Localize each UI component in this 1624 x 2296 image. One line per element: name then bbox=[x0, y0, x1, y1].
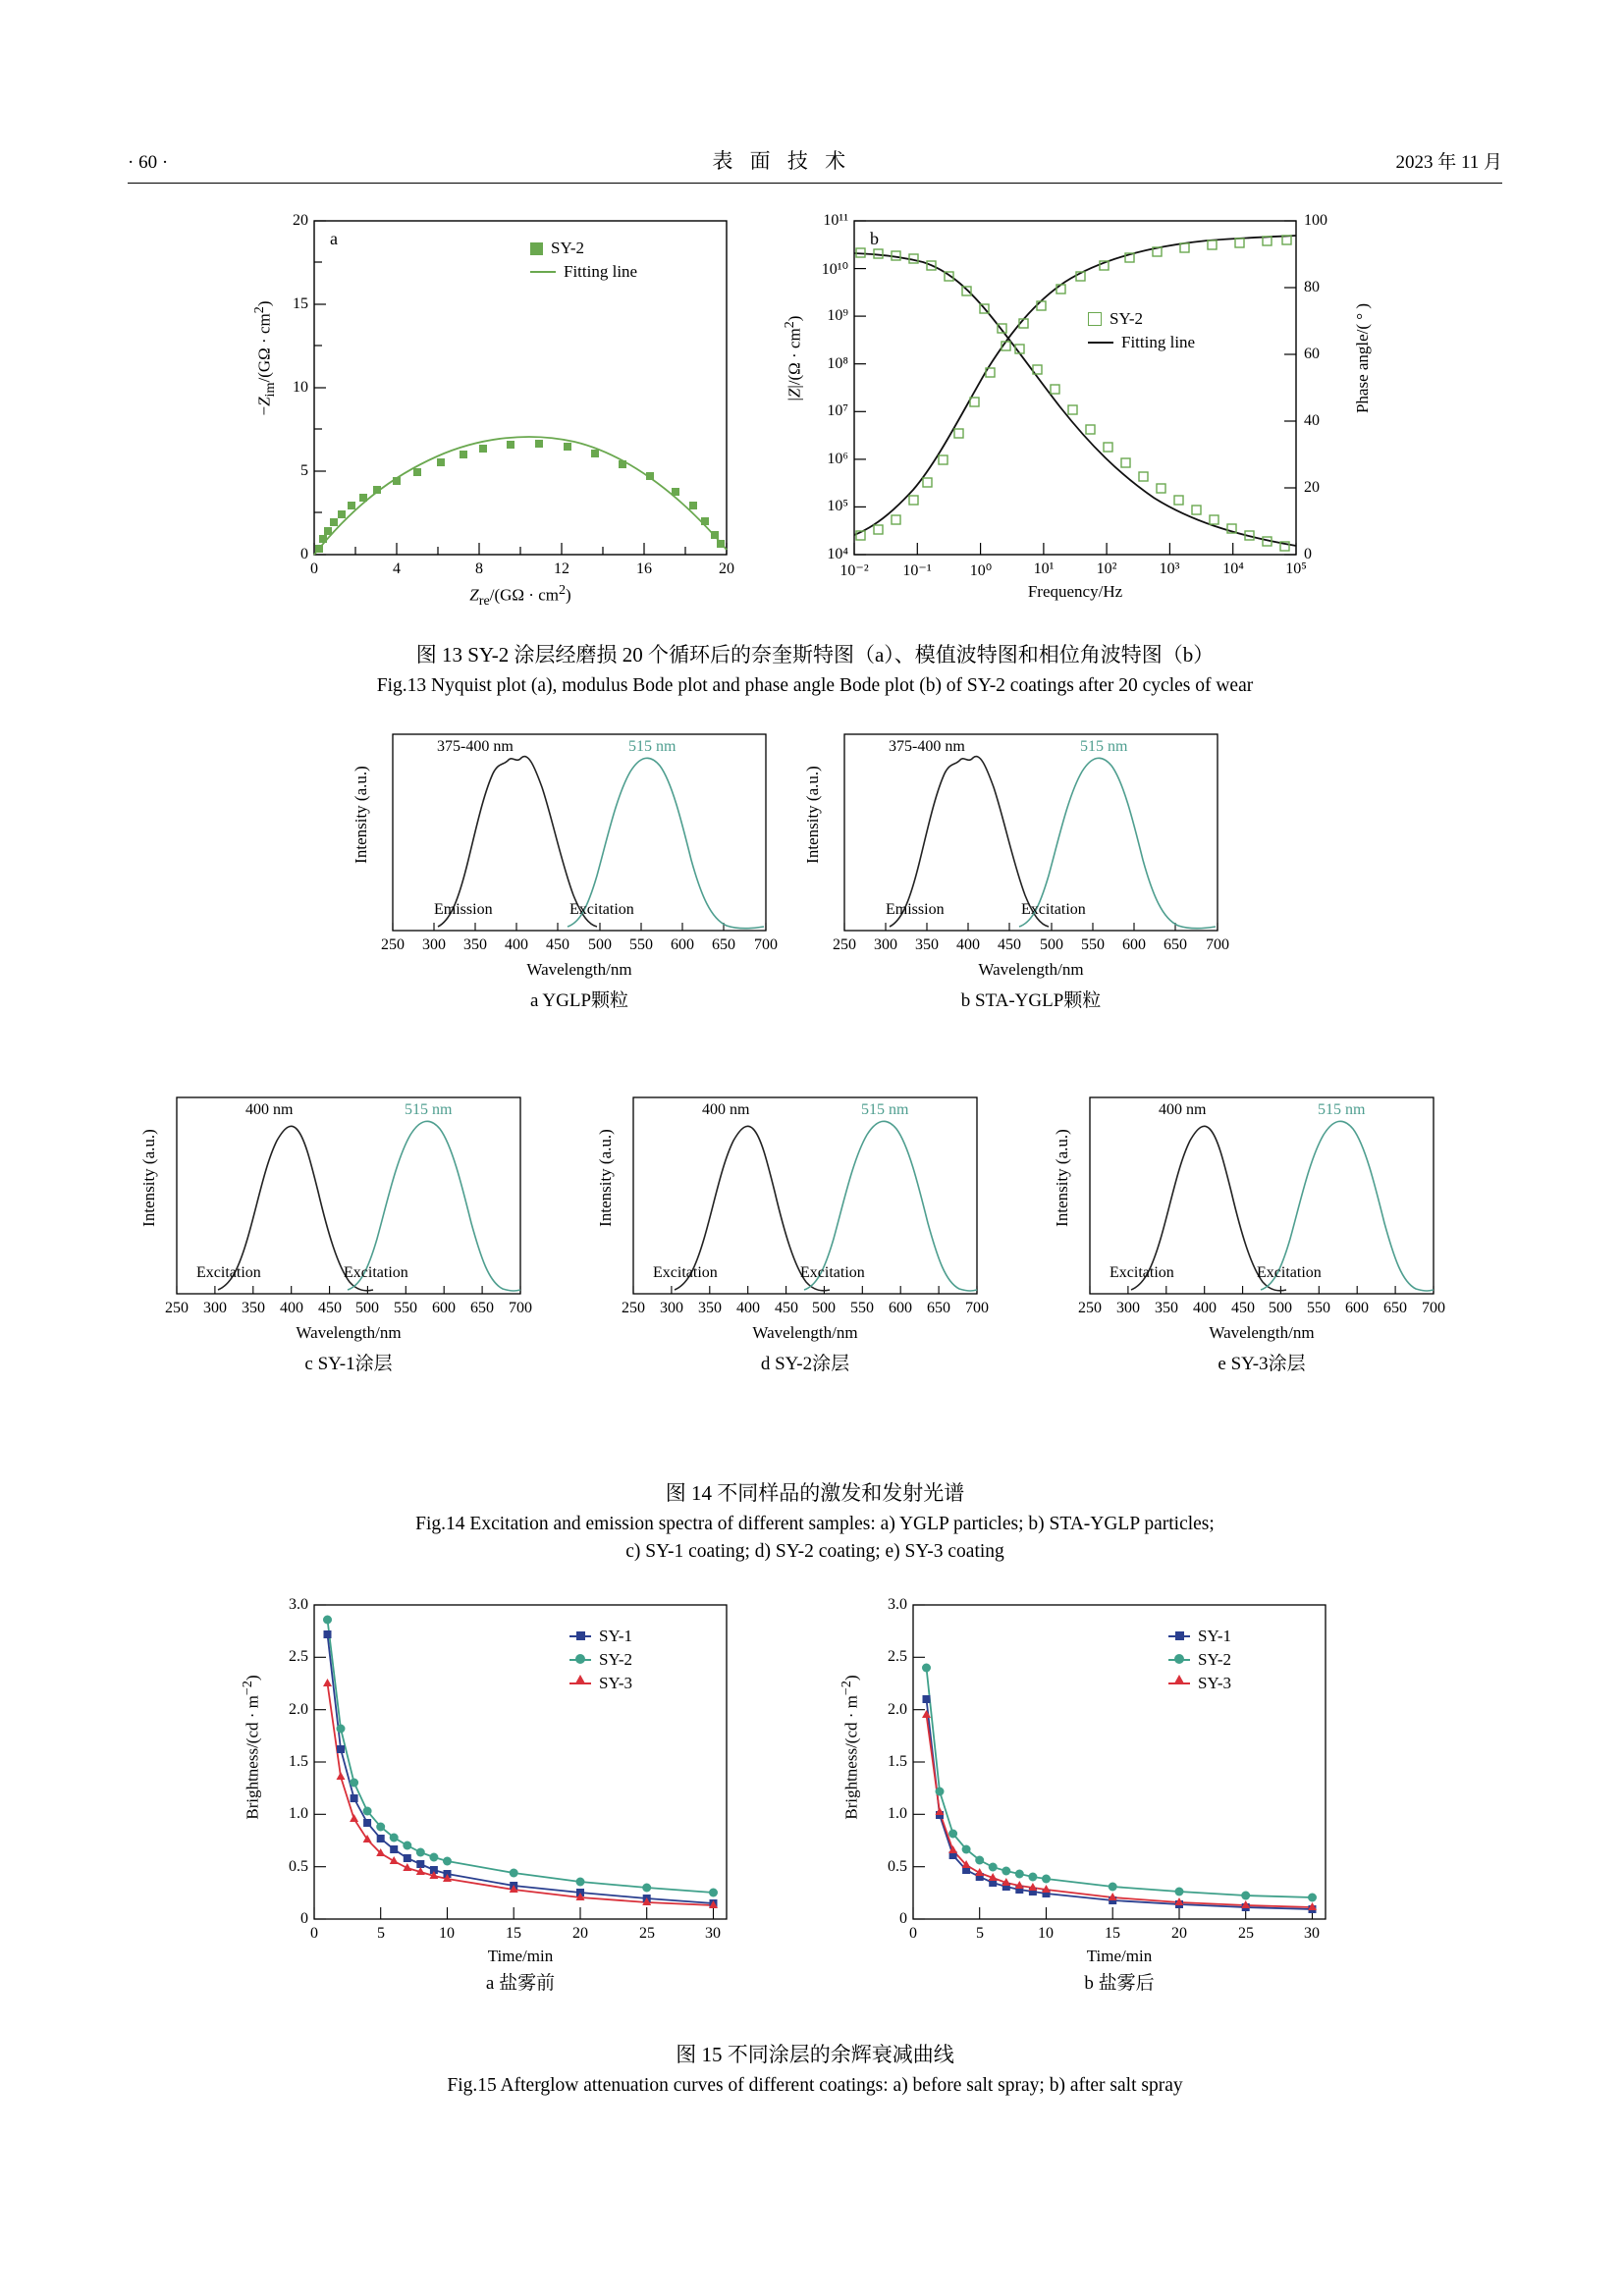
f15a-x5: 25 bbox=[639, 1925, 655, 1942]
curve-label-left-c: Excitation bbox=[196, 1264, 261, 1281]
fig14-panel-e bbox=[1051, 1090, 1473, 1374]
f14c-x10: 700 bbox=[509, 1300, 532, 1316]
f14b-x2: 300 bbox=[874, 936, 897, 953]
legend-label-sy1-a: SY-1 bbox=[599, 1627, 633, 1645]
f14e-yaxis-title: Intensity (a.u.) bbox=[1053, 1129, 1071, 1227]
xtickB-3: 10⁰ bbox=[969, 562, 993, 579]
f14a-x7: 550 bbox=[629, 936, 653, 953]
fig13-panel-a bbox=[236, 211, 746, 610]
fig13-caption-cn: 图 13 SY-2 涂层经磨损 20 个循环后的奈奎斯特图（a）、模值波特图和相位角波特图（b） bbox=[415, 643, 1215, 667]
f14c-x4: 400 bbox=[280, 1300, 303, 1316]
xtickB-5: 10² bbox=[1096, 561, 1117, 577]
legend-label-fitting-b: Fitting line bbox=[1121, 333, 1196, 351]
ytickR-80: 80 bbox=[1304, 279, 1320, 295]
f14c-xaxis-title: Wavelength/nm bbox=[296, 1323, 402, 1342]
f15b-x2: 10 bbox=[1038, 1925, 1054, 1942]
fig13b-yaxis-right-title: Phase angle/( ° ) bbox=[1353, 302, 1372, 414]
legend-line-sy3-b bbox=[1168, 1682, 1190, 1684]
f14c-subcaption: c SY-1涂层 bbox=[304, 1354, 393, 1374]
peak-label-right-d: 515 nm bbox=[861, 1101, 909, 1118]
xtickB-8: 10⁵ bbox=[1285, 561, 1307, 577]
f15a-subcaption: a 盐雾前 bbox=[485, 1973, 556, 1994]
ytickL-6: 10⁹ bbox=[827, 307, 848, 324]
xtick-20: 20 bbox=[719, 561, 734, 577]
f14c-x5: 450 bbox=[318, 1300, 342, 1316]
legend-label-sy3-a: SY-3 bbox=[599, 1674, 633, 1692]
ytick-5: 5 bbox=[300, 462, 308, 479]
f14e-x2: 300 bbox=[1116, 1300, 1140, 1316]
f14c-x6: 500 bbox=[355, 1300, 379, 1316]
legend-line-sy1 bbox=[569, 1635, 591, 1637]
f15b-x5: 25 bbox=[1238, 1925, 1254, 1942]
legend-label-sy2-b: SY-2 bbox=[1110, 309, 1144, 328]
f15b-y6: 3.0 bbox=[888, 1596, 907, 1613]
peak-label-left-e: 400 nm bbox=[1159, 1101, 1207, 1118]
legend-label-sy2: SY-2 bbox=[551, 239, 585, 257]
f15a-legend bbox=[569, 1627, 632, 1697]
f14a-x9: 650 bbox=[712, 936, 735, 953]
f14d-x6: 500 bbox=[812, 1300, 836, 1316]
f14d-x2: 300 bbox=[660, 1300, 683, 1316]
fig13a-legend bbox=[530, 239, 637, 286]
f14d-subcaption: d SY-2涂层 bbox=[760, 1354, 850, 1374]
f14b-yaxis-title: Intensity (a.u.) bbox=[803, 766, 822, 864]
fig14-caption-en-1: Fig.14 Excitation and emission spectra of different samples: a) YGLP particles; b) STA-YGLP particles; bbox=[415, 1514, 1215, 1534]
f14c-x7: 550 bbox=[394, 1300, 417, 1316]
f14c-x8: 600 bbox=[432, 1300, 456, 1316]
xtick-0: 0 bbox=[310, 561, 318, 577]
f15a-x3: 15 bbox=[506, 1925, 521, 1942]
f15b-x1: 5 bbox=[976, 1925, 984, 1942]
panel-b-id: b bbox=[870, 229, 879, 248]
fig15-panel-b bbox=[835, 1595, 1384, 1994]
f14b-subcaption: b STA-YGLP颗粒 bbox=[960, 990, 1102, 1011]
f14a-x5: 450 bbox=[546, 936, 569, 953]
f14b-x4: 400 bbox=[956, 936, 980, 953]
f15a-yaxis-title: Brightness/(cd · $m^{-2}$) bbox=[240, 1675, 262, 1820]
peak-label-left-c: 400 nm bbox=[245, 1101, 294, 1118]
f14d-x8: 600 bbox=[889, 1300, 912, 1316]
legend-marker-sy2 bbox=[530, 242, 543, 255]
peak-label-right-c: 515 nm bbox=[405, 1101, 453, 1118]
xtickB-1: 10⁻² bbox=[839, 562, 869, 579]
curve-label-right-b: Excitation bbox=[1021, 901, 1086, 918]
f14c-x2: 300 bbox=[203, 1300, 227, 1316]
xtickB-7: 10⁴ bbox=[1222, 561, 1244, 577]
curve-label-left-a: Emission bbox=[434, 901, 493, 918]
xtickB-2: 10⁻¹ bbox=[902, 562, 932, 579]
ytickR-40: 40 bbox=[1304, 412, 1320, 429]
f14d-x4: 400 bbox=[736, 1300, 760, 1316]
f14d-x10: 700 bbox=[965, 1300, 989, 1316]
f15b-x4: 20 bbox=[1171, 1925, 1187, 1942]
f14e-x6: 500 bbox=[1269, 1300, 1292, 1316]
f15a-x2: 10 bbox=[439, 1925, 455, 1942]
fig15-caption-cn: 图 15 不同涂层的余辉衰减曲线 bbox=[676, 2043, 954, 2066]
fig13-caption-en: Fig.13 Nyquist plot (a), modulus Bode plot and phase angle Bode plot (b) of SY-2 coatings after 20 cycles of wear bbox=[376, 675, 1254, 696]
f14d-x1: 250 bbox=[622, 1300, 645, 1316]
fig14-panel-a bbox=[344, 726, 805, 1011]
peak-label-right-e: 515 nm bbox=[1318, 1101, 1366, 1118]
f15a-y2: 1.0 bbox=[289, 1805, 308, 1822]
xtick-16: 16 bbox=[636, 561, 652, 577]
ytick-15: 15 bbox=[293, 295, 308, 312]
header-rule bbox=[128, 183, 1502, 184]
page-number: · 60 · bbox=[128, 152, 169, 173]
ytickR-20: 20 bbox=[1304, 479, 1320, 496]
fig13a-xaxis-title: $Z_{re}/(G\Omega \cdot cm^2)$ bbox=[469, 582, 571, 610]
f15a-y1: 0.5 bbox=[289, 1858, 308, 1875]
ytickR-60: 60 bbox=[1304, 346, 1320, 362]
f14e-x1: 250 bbox=[1078, 1300, 1102, 1316]
fig13b-yaxis-left-title: $|Z|/(\Omega \cdot cm^2)$ bbox=[782, 315, 804, 401]
f14b-xaxis-title: Wavelength/nm bbox=[978, 960, 1084, 979]
ytickL-8: 10¹¹ bbox=[823, 212, 848, 229]
f14b-x6: 500 bbox=[1040, 936, 1063, 953]
f14c-x1: 250 bbox=[165, 1300, 189, 1316]
ytickL-2: 10⁵ bbox=[827, 498, 848, 514]
f15a-y6: 3.0 bbox=[289, 1596, 308, 1613]
legend-line-sy1-b bbox=[1168, 1635, 1190, 1637]
fig13b-xaxis-title: Frequency/Hz bbox=[1027, 582, 1123, 601]
legend-line-sy3 bbox=[569, 1682, 591, 1684]
f14b-x8: 600 bbox=[1122, 936, 1146, 953]
f14a-x4: 400 bbox=[505, 936, 528, 953]
peak-label-right-b: 515 nm bbox=[1080, 738, 1128, 755]
xtickB-6: 10³ bbox=[1159, 561, 1180, 577]
peak-label-left-a: 375-400 nm bbox=[437, 738, 514, 755]
f15b-x0: 0 bbox=[909, 1925, 917, 1942]
ytickL-7: 10¹⁰ bbox=[821, 261, 848, 278]
curve-label-right-d: Excitation bbox=[800, 1264, 865, 1281]
legend-label-sy3-b: SY-3 bbox=[1198, 1674, 1232, 1692]
f15b-y5: 2.5 bbox=[888, 1648, 907, 1665]
curve-label-left-b: Emission bbox=[886, 901, 945, 918]
legend-line-fitting bbox=[530, 271, 556, 273]
journal-title: 表 面 技 术 bbox=[712, 149, 852, 173]
f14d-x3: 350 bbox=[698, 1300, 722, 1316]
f14a-x6: 500 bbox=[588, 936, 612, 953]
xtick-4: 4 bbox=[393, 561, 401, 577]
fig14-panel-b bbox=[795, 726, 1257, 1011]
peak-label-right-a: 515 nm bbox=[628, 738, 677, 755]
ytick-20: 20 bbox=[293, 212, 308, 229]
f14e-x9: 650 bbox=[1383, 1300, 1407, 1316]
f14d-x9: 650 bbox=[927, 1300, 950, 1316]
f14d-xaxis-title: Wavelength/nm bbox=[752, 1323, 858, 1342]
fig14-panel-d bbox=[594, 1090, 1016, 1374]
f15b-y0: 0 bbox=[899, 1910, 907, 1927]
f14a-x10: 700 bbox=[754, 936, 778, 953]
ytickL-1: 10⁴ bbox=[827, 546, 848, 562]
curve-label-left-e: Excitation bbox=[1110, 1264, 1174, 1281]
fig13-panel-b bbox=[776, 211, 1375, 604]
fig14-caption-en-2: c) SY-1 coating; d) SY-2 coating; e) SY-3 coating bbox=[625, 1541, 1004, 1562]
f15a-y0: 0 bbox=[300, 1910, 308, 1927]
f14c-x9: 650 bbox=[470, 1300, 494, 1316]
f14a-x1: 250 bbox=[381, 936, 405, 953]
bode-plot-svg bbox=[776, 211, 1375, 604]
f15a-x6: 30 bbox=[705, 1925, 721, 1942]
f14a-xaxis-title: Wavelength/nm bbox=[526, 960, 632, 979]
fig13b-legend bbox=[1088, 309, 1195, 356]
fig14-panel-c bbox=[137, 1090, 560, 1374]
legend-label-sy1-b: SY-1 bbox=[1198, 1627, 1232, 1645]
f14d-x7: 550 bbox=[850, 1300, 874, 1316]
f14b-x5: 450 bbox=[998, 936, 1021, 953]
legend-label-fitting: Fitting line bbox=[564, 262, 638, 281]
f15a-y4: 2.0 bbox=[289, 1701, 308, 1718]
running-head bbox=[128, 145, 1502, 175]
ytickL-5: 10⁸ bbox=[827, 355, 848, 372]
ytick-10: 10 bbox=[293, 379, 308, 396]
f14a-x8: 600 bbox=[671, 936, 694, 953]
curve-label-left-d: Excitation bbox=[653, 1264, 718, 1281]
legend-line-sy2-b bbox=[1168, 1659, 1190, 1661]
f15b-y4: 2.0 bbox=[888, 1701, 907, 1718]
f14e-x10: 700 bbox=[1422, 1300, 1445, 1316]
xtickB-4: 10¹ bbox=[1033, 561, 1055, 577]
fig14-caption-cn: 图 14 不同样品的激发和发射光谱 bbox=[665, 1481, 965, 1505]
f14b-x9: 650 bbox=[1164, 936, 1187, 953]
legend-label-sy2-b: SY-2 bbox=[1198, 1650, 1232, 1669]
f14b-x1: 250 bbox=[833, 936, 856, 953]
ytickR-0: 0 bbox=[1304, 546, 1312, 562]
f15a-y5: 2.5 bbox=[289, 1648, 308, 1665]
peak-label-left-d: 400 nm bbox=[702, 1101, 750, 1118]
peak-label-left-b: 375-400 nm bbox=[889, 738, 965, 755]
fig13a-yaxis-title: $-Z_{im}/(G\Omega \cdot cm^2)$ bbox=[251, 300, 279, 416]
f15b-x3: 15 bbox=[1105, 1925, 1120, 1942]
f14e-x3: 350 bbox=[1155, 1300, 1178, 1316]
xtick-12: 12 bbox=[554, 561, 569, 577]
f14a-x3: 350 bbox=[463, 936, 487, 953]
fig15-panel-a bbox=[236, 1595, 785, 1994]
f15a-y3: 1.5 bbox=[289, 1753, 308, 1770]
panel-a-id: a bbox=[330, 229, 338, 248]
f15a-x4: 20 bbox=[572, 1925, 588, 1942]
curve-label-right-a: Excitation bbox=[569, 901, 634, 918]
f15b-y1: 0.5 bbox=[888, 1858, 907, 1875]
ytick-0: 0 bbox=[300, 546, 308, 562]
f14a-x2: 300 bbox=[422, 936, 446, 953]
nyquist-plot-svg bbox=[236, 211, 746, 604]
f14b-x7: 550 bbox=[1081, 936, 1105, 953]
legend-marker-sy2-open bbox=[1088, 312, 1102, 326]
f15a-x1: 5 bbox=[377, 1925, 385, 1942]
f14e-x7: 550 bbox=[1307, 1300, 1330, 1316]
f15a-xaxis-title: Time/min bbox=[487, 1947, 554, 1965]
f14e-subcaption: e SY-3涂层 bbox=[1218, 1354, 1306, 1374]
f15b-y2: 1.0 bbox=[888, 1805, 907, 1822]
f14e-x8: 600 bbox=[1345, 1300, 1369, 1316]
ytickL-3: 10⁶ bbox=[827, 451, 848, 467]
f14a-subcaption: a YGLP颗粒 bbox=[529, 990, 629, 1011]
legend-label-sy2-a: SY-2 bbox=[599, 1650, 633, 1669]
f15b-xaxis-title: Time/min bbox=[1086, 1947, 1153, 1965]
f14c-yaxis-title: Intensity (a.u.) bbox=[139, 1129, 158, 1227]
curve-label-right-e: Excitation bbox=[1257, 1264, 1322, 1281]
ytickL-4: 10⁷ bbox=[827, 402, 848, 419]
legend-line-fitting-b bbox=[1088, 342, 1113, 344]
legend-line-sy2 bbox=[569, 1659, 591, 1661]
xtick-8: 8 bbox=[475, 561, 483, 577]
f14c-x3: 350 bbox=[242, 1300, 265, 1316]
f15b-subcaption: b 盐雾后 bbox=[1084, 1973, 1155, 1994]
f15b-yaxis-title: Brightness/(cd · $m^{-2}$) bbox=[839, 1675, 861, 1820]
ytickR-100: 100 bbox=[1304, 212, 1327, 229]
issue-date: 2023 年 11 月 bbox=[1395, 152, 1502, 173]
f15b-legend bbox=[1168, 1627, 1231, 1697]
curve-label-right-c: Excitation bbox=[344, 1264, 408, 1281]
f15b-y3: 1.5 bbox=[888, 1753, 907, 1770]
f14e-xaxis-title: Wavelength/nm bbox=[1209, 1323, 1315, 1342]
f14a-yaxis-title: Intensity (a.u.) bbox=[352, 766, 370, 864]
f15a-x0: 0 bbox=[310, 1925, 318, 1942]
f15b-x6: 30 bbox=[1304, 1925, 1320, 1942]
fig15-caption-en: Fig.15 Afterglow attenuation curves of different coatings: a) before salt spray; b) after salt spray bbox=[447, 2075, 1183, 2096]
f14e-x5: 450 bbox=[1231, 1300, 1255, 1316]
f14b-x10: 700 bbox=[1206, 936, 1229, 953]
f14d-x5: 450 bbox=[775, 1300, 798, 1316]
f14d-yaxis-title: Intensity (a.u.) bbox=[596, 1129, 615, 1227]
f14b-x3: 350 bbox=[915, 936, 939, 953]
f14e-x4: 400 bbox=[1193, 1300, 1217, 1316]
